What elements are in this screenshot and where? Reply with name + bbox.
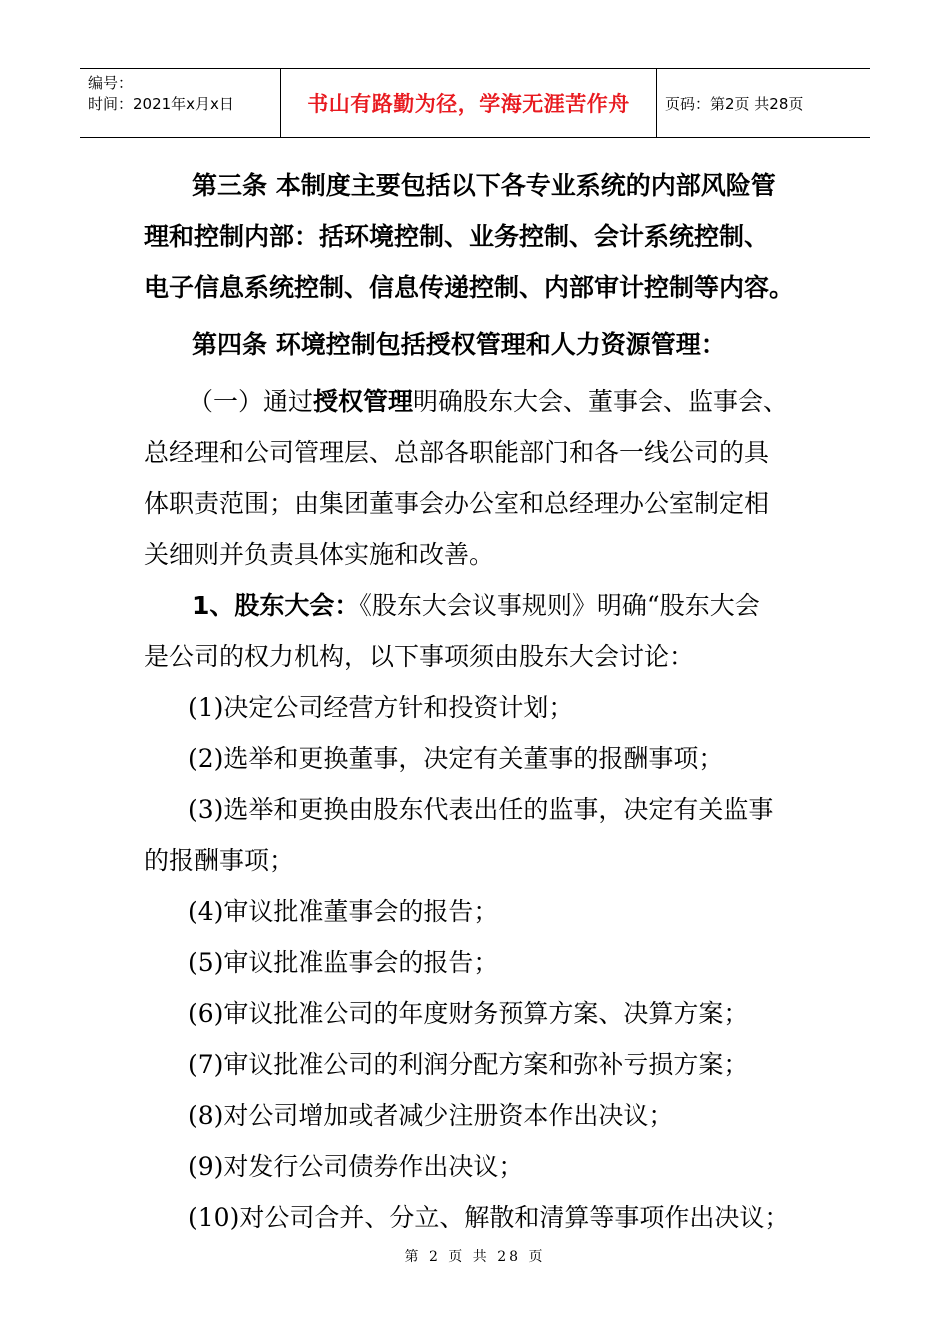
list-item-2: (2)选举和更换董事，决定有关董事的报酬事项； <box>188 744 724 773</box>
list-item-3-continued: 的报酬事项； <box>144 846 295 875</box>
auth-bold-term: 授权管理 <box>313 387 414 416</box>
auth-line-2: 总经理和公司管理层、总部各职能部门和各一线公司的具 <box>144 438 770 467</box>
shareholders-line-2: 是公司的权力机构，以下事项须由股东大会讨论： <box>144 642 695 671</box>
list-item-9: (9)对发行公司债券作出决议； <box>188 1152 524 1181</box>
list-item-1: (1)决定公司经营方针和投资计划； <box>188 693 574 722</box>
article-3-line-3: 电子信息系统控制、信息传递控制、内部审计控制等内容。 <box>144 273 795 302</box>
article-3-line-1: 第三条 本制度主要包括以下各专业系统的内部风险管 <box>192 171 776 200</box>
list-item-10: (10)对公司合并、分立、解散和清算等事项作出决议； <box>188 1203 790 1232</box>
document-header <box>80 68 870 138</box>
list-item-5: (5)审议批准监事会的报告； <box>188 948 499 977</box>
list-item-3: (3)选举和更换由股东代表出任的监事，决定有关监事 <box>188 795 774 824</box>
article-3-line-2: 理和控制内部：括环境控制、业务控制、会计系统控制、 <box>144 222 770 251</box>
list-item-7: (7)审议批准公司的利润分配方案和弥补亏损方案； <box>188 1050 749 1079</box>
auth-prefix: （一）通过 <box>188 387 314 416</box>
page-footer: 第 2 页 共 28 页 <box>404 1249 546 1265</box>
shareholders-title: 1、股东大会： <box>192 591 360 620</box>
list-item-4: (4)审议批准董事会的报告； <box>188 897 499 926</box>
article-4-line-1: 第四条 环境控制包括授权管理和人力资源管理： <box>192 330 726 359</box>
header-motto: 书山有路勤为径，学海无涯苦作舟 <box>281 69 657 137</box>
auth-rest: 明确股东大会、董事会、监事会、 <box>413 387 789 416</box>
list-item-6: (6)审议批准公司的年度财务预算方案、决算方案； <box>188 999 749 1028</box>
auth-line-1 <box>144 376 810 427</box>
shareholders-line-1 <box>144 580 810 631</box>
header-meta <box>80 69 281 137</box>
auth-line-4: 关细则并负责具体实施和改善。 <box>144 540 495 569</box>
shareholders-rest: 《股东大会议事规则》明确“股东大会 <box>359 591 760 620</box>
list-item-8: (8)对公司增加或者减少注册资本作出决议； <box>188 1101 674 1130</box>
header-time-label: 时间：2021年x月x日 <box>88 95 234 113</box>
auth-line-3: 体职责范围；由集团董事会办公室和总经理办公室制定相 <box>144 489 770 518</box>
document-body <box>144 160 810 1243</box>
header-number-label: 编号： <box>88 74 134 92</box>
header-page-info: 页码：第2页 共28页 <box>665 94 804 113</box>
